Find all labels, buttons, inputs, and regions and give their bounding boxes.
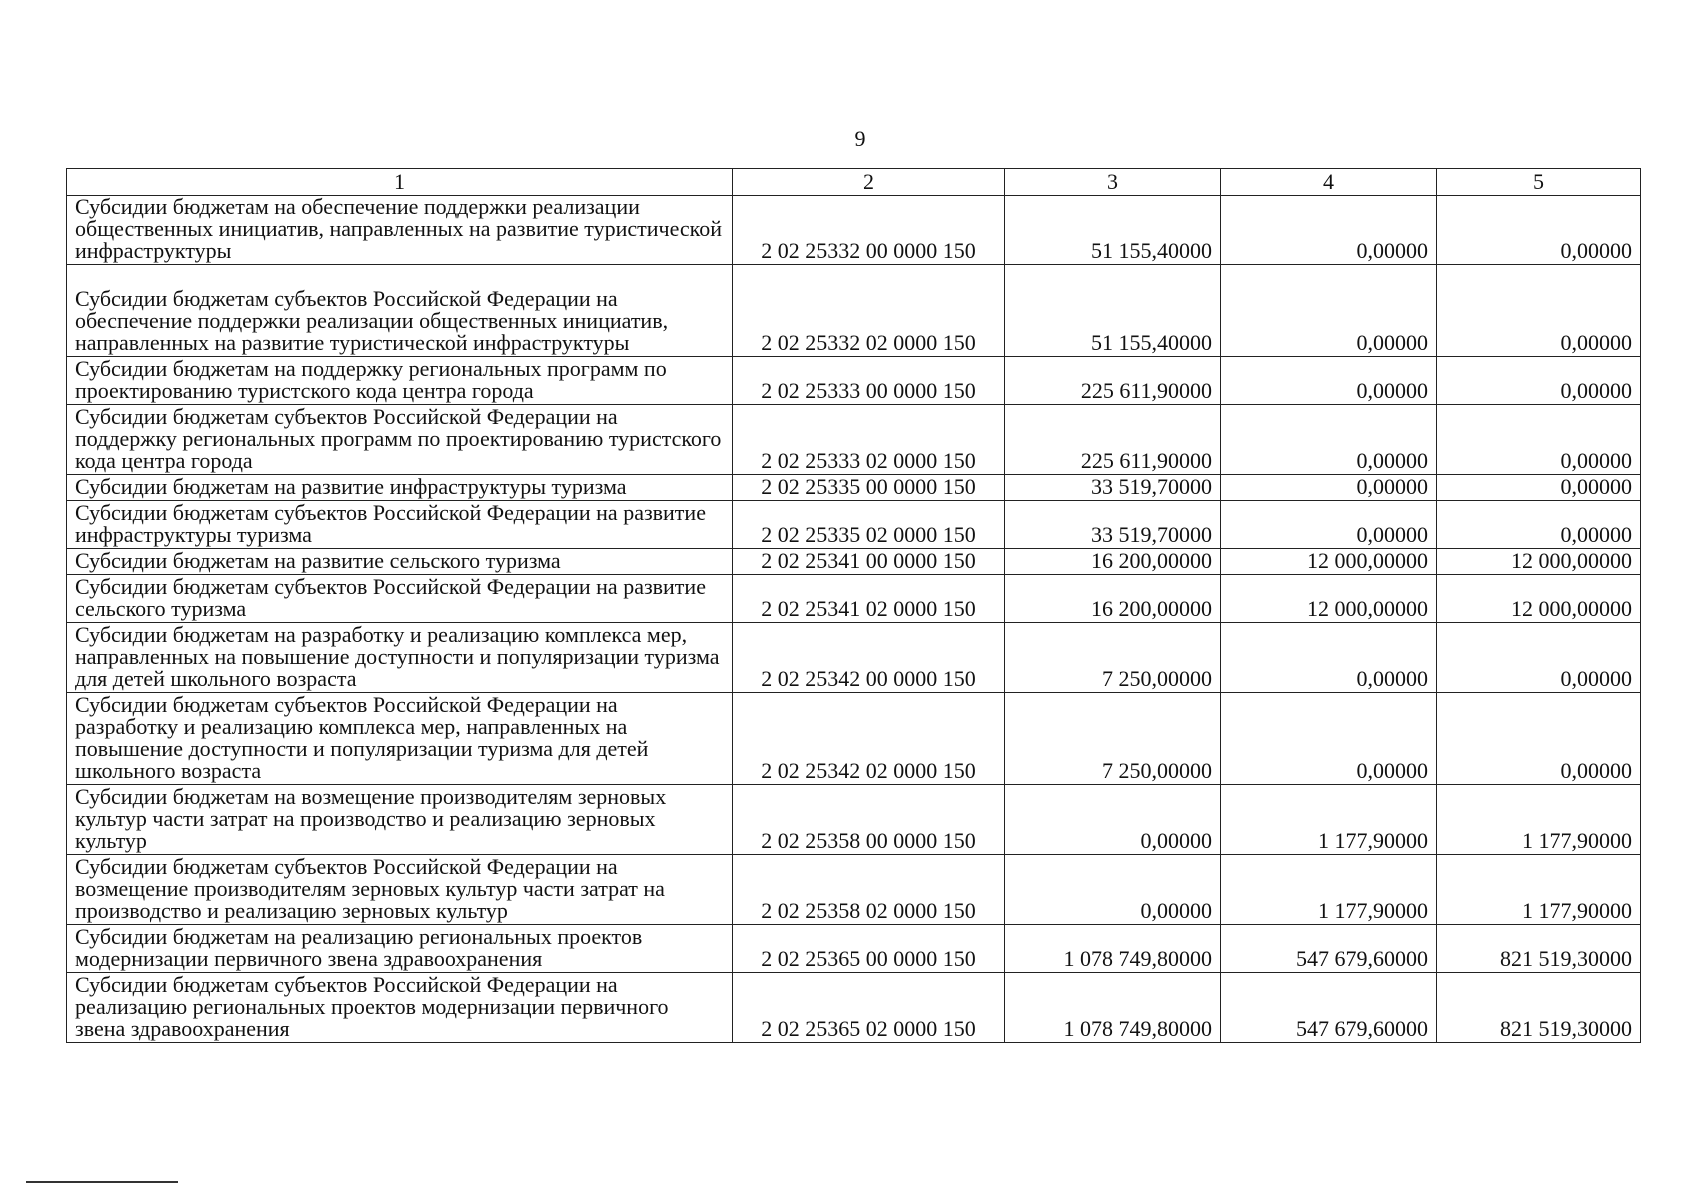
row-value-5: 0,00000 [1437, 265, 1641, 357]
column-header: 4 [1221, 169, 1437, 196]
row-value-3: 33 519,70000 [1005, 501, 1221, 549]
budget-table [66, 168, 1641, 1043]
table-row [67, 357, 1641, 405]
row-name: Субсидии бюджетам на разработку и реализацию комплекса мер, направленных на повышение доступности и популяризации туризма для детей школьного возраста [67, 623, 733, 693]
row-name: Субсидии бюджетам на реализацию региональных проектов модернизации первичного звена здравоохранения [67, 925, 733, 973]
row-name: Субсидии бюджетам субъектов Российской Федерации на развитие инфраструктуры туризма [67, 501, 733, 549]
row-value-3: 0,00000 [1005, 855, 1221, 925]
row-code: 2 02 25358 00 0000 150 [733, 785, 1005, 855]
row-name: Субсидии бюджетам субъектов Российской Федерации на реализацию региональных проектов модернизации первичного звена здравоохранения [67, 973, 733, 1043]
row-name: Субсидии бюджетам на развитие инфраструктуры туризма [67, 475, 733, 501]
row-code: 2 02 25342 02 0000 150 [733, 693, 1005, 785]
row-value-3: 7 250,00000 [1005, 693, 1221, 785]
row-value-3: 225 611,90000 [1005, 405, 1221, 475]
column-header: 2 [733, 169, 1005, 196]
table-row [67, 501, 1641, 549]
table-row [67, 693, 1641, 785]
row-value-5: 1 177,90000 [1437, 855, 1641, 925]
row-name: Субсидии бюджетам на обеспечение поддержки реализации общественных инициатив, направленных на развитие туристической инфраструктуры [67, 196, 733, 265]
row-code: 2 02 25341 00 0000 150 [733, 549, 1005, 575]
row-value-3: 0,00000 [1005, 785, 1221, 855]
row-value-3: 225 611,90000 [1005, 357, 1221, 405]
table-body [67, 169, 1641, 1043]
column-header: 1 [67, 169, 733, 196]
row-value-4: 1 177,90000 [1221, 785, 1437, 855]
row-value-5: 821 519,30000 [1437, 925, 1641, 973]
column-header: 3 [1005, 169, 1221, 196]
row-value-3: 1 078 749,80000 [1005, 925, 1221, 973]
table-row [67, 785, 1641, 855]
row-value-4: 12 000,00000 [1221, 549, 1437, 575]
row-name: Субсидии бюджетам субъектов Российской Федерации на возмещение производителям зерновых культур части затрат на производство и реализацию зерновых культур [67, 855, 733, 925]
table-row [67, 973, 1641, 1043]
row-value-5: 0,00000 [1437, 196, 1641, 265]
row-code: 2 02 25332 02 0000 150 [733, 265, 1005, 357]
row-name: Субсидии бюджетам субъектов Российской Федерации на разработку и реализацию комплекса мер, направленных на повышение доступности и популяризации туризма для детей школьного возраста [67, 693, 733, 785]
row-value-5: 0,00000 [1437, 623, 1641, 693]
row-value-4: 0,00000 [1221, 475, 1437, 501]
row-value-4: 0,00000 [1221, 357, 1437, 405]
row-value-4: 0,00000 [1221, 405, 1437, 475]
row-code: 2 02 25332 00 0000 150 [733, 196, 1005, 265]
row-value-5: 0,00000 [1437, 405, 1641, 475]
row-value-5: 12 000,00000 [1437, 549, 1641, 575]
row-name: Субсидии бюджетам на развитие сельского туризма [67, 549, 733, 575]
row-code: 2 02 25335 00 0000 150 [733, 475, 1005, 501]
table-row [67, 855, 1641, 925]
row-code: 2 02 25333 02 0000 150 [733, 405, 1005, 475]
table-row [67, 265, 1641, 357]
row-code: 2 02 25342 00 0000 150 [733, 623, 1005, 693]
row-name: Субсидии бюджетам на поддержку региональных программ по проектированию туристского кода центра города [67, 357, 733, 405]
row-value-4: 547 679,60000 [1221, 973, 1437, 1043]
table-row [67, 925, 1641, 973]
footer-divider [26, 1181, 178, 1183]
row-value-5: 821 519,30000 [1437, 973, 1641, 1043]
row-name: Субсидии бюджетам субъектов Российской Федерации на поддержку региональных программ по проектированию туристского кода центра города [67, 405, 733, 475]
row-code: 2 02 25365 02 0000 150 [733, 973, 1005, 1043]
row-value-5: 0,00000 [1437, 357, 1641, 405]
row-code: 2 02 25358 02 0000 150 [733, 855, 1005, 925]
row-code: 2 02 25335 02 0000 150 [733, 501, 1005, 549]
row-value-4: 0,00000 [1221, 196, 1437, 265]
row-value-4: 0,00000 [1221, 693, 1437, 785]
table-row [67, 196, 1641, 265]
row-name: Субсидии бюджетам субъектов Российской Федерации на обеспечение поддержки реализации общественных инициатив, направленных на развитие туристической инфраструктуры [67, 265, 733, 357]
row-value-3: 7 250,00000 [1005, 623, 1221, 693]
row-name: Субсидии бюджетам субъектов Российской Федерации на развитие сельского туризма [67, 575, 733, 623]
row-value-3: 51 155,40000 [1005, 265, 1221, 357]
table-row [67, 623, 1641, 693]
page-number: 9 [854, 126, 866, 151]
row-value-3: 33 519,70000 [1005, 475, 1221, 501]
table-row [67, 575, 1641, 623]
table-row [67, 549, 1641, 575]
row-value-3: 1 078 749,80000 [1005, 973, 1221, 1043]
table-row [67, 475, 1641, 501]
row-value-5: 0,00000 [1437, 475, 1641, 501]
table-row [67, 405, 1641, 475]
row-value-3: 16 200,00000 [1005, 575, 1221, 623]
row-value-5: 0,00000 [1437, 501, 1641, 549]
row-code: 2 02 25365 00 0000 150 [733, 925, 1005, 973]
row-value-5: 12 000,00000 [1437, 575, 1641, 623]
row-value-5: 1 177,90000 [1437, 785, 1641, 855]
row-value-3: 51 155,40000 [1005, 196, 1221, 265]
row-value-4: 0,00000 [1221, 501, 1437, 549]
row-value-4: 0,00000 [1221, 265, 1437, 357]
row-code: 2 02 25333 00 0000 150 [733, 357, 1005, 405]
row-name: Субсидии бюджетам на возмещение производителям зерновых культур части затрат на производство и реализацию зерновых культур [67, 785, 733, 855]
table-header-row [67, 169, 1641, 196]
row-value-3: 16 200,00000 [1005, 549, 1221, 575]
row-value-4: 547 679,60000 [1221, 925, 1437, 973]
row-value-4: 1 177,90000 [1221, 855, 1437, 925]
row-value-4: 0,00000 [1221, 623, 1437, 693]
row-value-5: 0,00000 [1437, 693, 1641, 785]
column-header: 5 [1437, 169, 1641, 196]
row-code: 2 02 25341 02 0000 150 [733, 575, 1005, 623]
row-value-4: 12 000,00000 [1221, 575, 1437, 623]
